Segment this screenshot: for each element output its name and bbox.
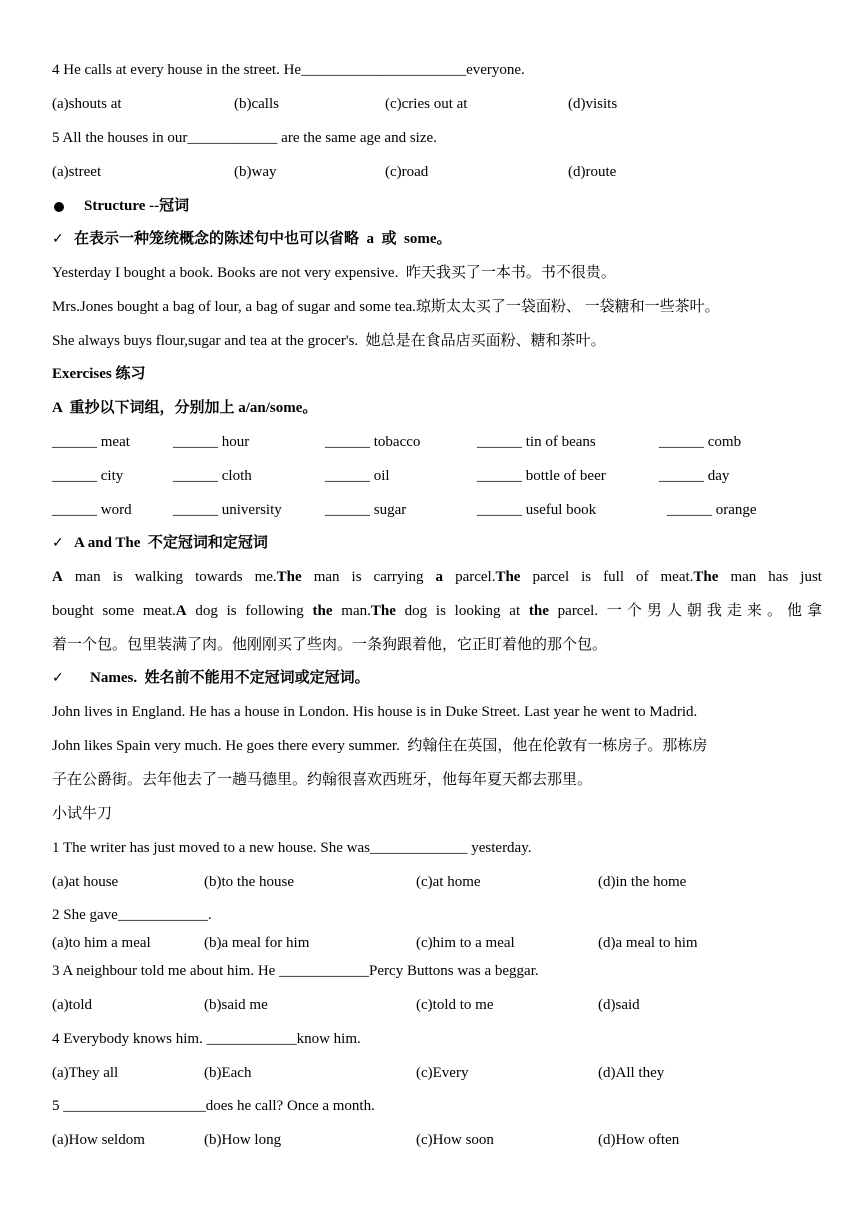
quiz-q2-option-c: (c)him to a meal	[416, 935, 515, 951]
bullet-icon	[54, 202, 64, 212]
names-line-3: 子在公爵街。去年他去了一趟马德里。约翰很喜欢西班牙，他每年夏天都去那里。	[52, 772, 593, 788]
quiz-q1-option-d: (d)in the home	[598, 874, 687, 890]
exercise-cell: ______ hour	[173, 434, 250, 450]
names-line-2: John likes Spain very much. He goes there every summer. 约翰住在英国，他在伦敦有一栋房子。那栋房	[52, 738, 708, 754]
text-run: man.	[332, 603, 371, 619]
q5-option-c: (c)road	[385, 164, 429, 180]
checkmark-icon: ✓	[52, 670, 64, 686]
quiz-q1-option-a: (a)at house	[52, 874, 119, 890]
text-run: A	[52, 569, 63, 585]
articles-heading: ✓ A and The 不定冠词和定冠词	[52, 535, 268, 551]
quiz-q2-option-a: (a)to him a meal	[52, 935, 151, 951]
articles-paragraph-line-3: 着一个包。包里装满了肉。他刚刚买了些肉。一条狗跟着他，它正盯着他的那个包。	[52, 637, 608, 653]
exercise-cell: ______ university	[173, 502, 282, 518]
exercise-cell: ______ meat	[52, 434, 130, 450]
q4-option-d: (d)visits	[568, 96, 618, 112]
text-run: man is walking towards me.	[62, 569, 277, 585]
quiz-q4-stem: 4 Everybody knows him. ____________know him.	[52, 1031, 361, 1047]
text-run: parcel. 一个男人朝我走来。他拿	[548, 603, 822, 619]
quiz-q1-option-b: (b)to the house	[204, 874, 294, 890]
quiz-q4-option-b: (b)Each	[204, 1065, 252, 1081]
q5-option-a: (a)street	[52, 164, 102, 180]
exercise-cell: ______ orange	[667, 502, 757, 518]
exercise-cell: ______ cloth	[173, 468, 252, 484]
text-run: dog is looking at	[395, 603, 529, 619]
question-5-stem: 5 All the houses in our____________ are the same age and size.	[52, 130, 437, 146]
quiz-q3-stem: 3 A neighbour told me about him. He ____________Percy Buttons was a beggar.	[52, 963, 539, 979]
exercise-cell: ______ useful book	[477, 502, 597, 518]
q5-option-d: (d)route	[568, 164, 617, 180]
exercise-cell: ______ city	[52, 468, 124, 484]
structure-heading: Structure --冠词	[52, 196, 189, 216]
structure-rule: ✓ 在表示一种笼统概念的陈述句中也可以省略 a 或 some。	[52, 231, 452, 247]
q5-option-b: (b)way	[234, 164, 277, 180]
text-run: a	[435, 569, 444, 585]
text-run: parcel.	[443, 569, 496, 585]
text-run: The	[693, 569, 719, 585]
exercise-cell: ______ comb	[659, 434, 742, 450]
q4-option-b: (b)calls	[234, 96, 279, 112]
text-run: the	[528, 603, 549, 619]
exercise-a-instruction: A 重抄以下词组，分别加上 a/an/some。	[52, 400, 318, 416]
quiz-q5-stem: 5 ___________________does he call? Once a month.	[52, 1098, 375, 1114]
text-run: The	[370, 603, 396, 619]
checkmark-icon: ✓	[52, 231, 64, 247]
exercise-cell: ______ oil	[325, 468, 390, 484]
text-run: parcel is full of meat.	[520, 569, 694, 585]
quiz-q5-option-c: (c)How soon	[416, 1132, 494, 1148]
structure-example-3: She always buys flour,sugar and tea at the grocer's. 她总是在食品店买面粉、糖和茶叶。	[52, 333, 606, 349]
exercise-cell: ______ sugar	[325, 502, 407, 518]
quiz-q3-option-c: (c)told to me	[416, 997, 494, 1013]
articles-paragraph-line-1	[52, 567, 822, 587]
text-run: The	[495, 569, 521, 585]
q4-option-c: (c)cries out at	[385, 96, 468, 112]
text-run: dog is following	[186, 603, 313, 619]
names-line-1: John lives in England. He has a house in London. His house is in Duke Street. Last year he went to Madrid.	[52, 704, 698, 720]
quiz-q2-stem: 2 She gave____________.	[52, 907, 212, 923]
exercise-cell: ______ tobacco	[325, 434, 421, 450]
names-heading: ✓ Names. 姓名前不能用不定冠词或定冠词。	[52, 670, 370, 686]
text-run: man has just	[718, 569, 822, 585]
quiz-q5-option-a: (a)How seldom	[52, 1132, 145, 1148]
quiz-q5-option-b: (b)How long	[204, 1132, 282, 1148]
question-4-stem: 4 He calls at every house in the street. He______________________everyone.	[52, 62, 525, 78]
text-run: man is carrying	[301, 569, 436, 585]
quiz-q2-option-b: (b)a meal for him	[204, 935, 310, 951]
quiz-q1-stem: 1 The writer has just moved to a new house. She was_____________ yesterday.	[52, 840, 532, 856]
q4-option-a: (a)shouts at	[52, 96, 122, 112]
quiz-heading: 小试牛刀	[52, 806, 113, 822]
quiz-q1-option-c: (c)at home	[416, 874, 481, 890]
exercise-cell: ______ day	[659, 468, 730, 484]
quiz-q4-option-c: (c)Every	[416, 1065, 469, 1081]
structure-example-2: Mrs.Jones bought a bag of lour, a bag of sugar and some tea.琼斯太太买了一袋面粉、 一袋糖和一些茶叶。	[52, 299, 720, 315]
exercise-cell: ______ bottle of beer	[477, 468, 606, 484]
exercise-cell: ______ word	[52, 502, 132, 518]
quiz-q4-option-a: (a)They all	[52, 1065, 119, 1081]
text-run: the	[312, 603, 333, 619]
quiz-q3-option-d: (d)said	[598, 997, 640, 1013]
text-run: The	[276, 569, 302, 585]
structure-example-1: Yesterday I bought a book. Books are not very expensive. 昨天我买了一本书。书不很贵。	[52, 265, 616, 281]
text-run: A	[175, 603, 187, 619]
text-run: bought some meat.	[52, 603, 176, 619]
articles-paragraph-line-2	[52, 601, 822, 621]
exercise-cell: ______ tin of beans	[477, 434, 596, 450]
quiz-q4-option-d: (d)All they	[598, 1065, 665, 1081]
quiz-q2-option-d: (d)a meal to him	[598, 935, 698, 951]
quiz-q5-option-d: (d)How often	[598, 1132, 680, 1148]
exercises-heading: Exercises 练习	[52, 366, 146, 382]
quiz-q3-option-a: (a)told	[52, 997, 92, 1013]
quiz-q3-option-b: (b)said me	[204, 997, 268, 1013]
checkmark-icon: ✓	[52, 535, 64, 551]
